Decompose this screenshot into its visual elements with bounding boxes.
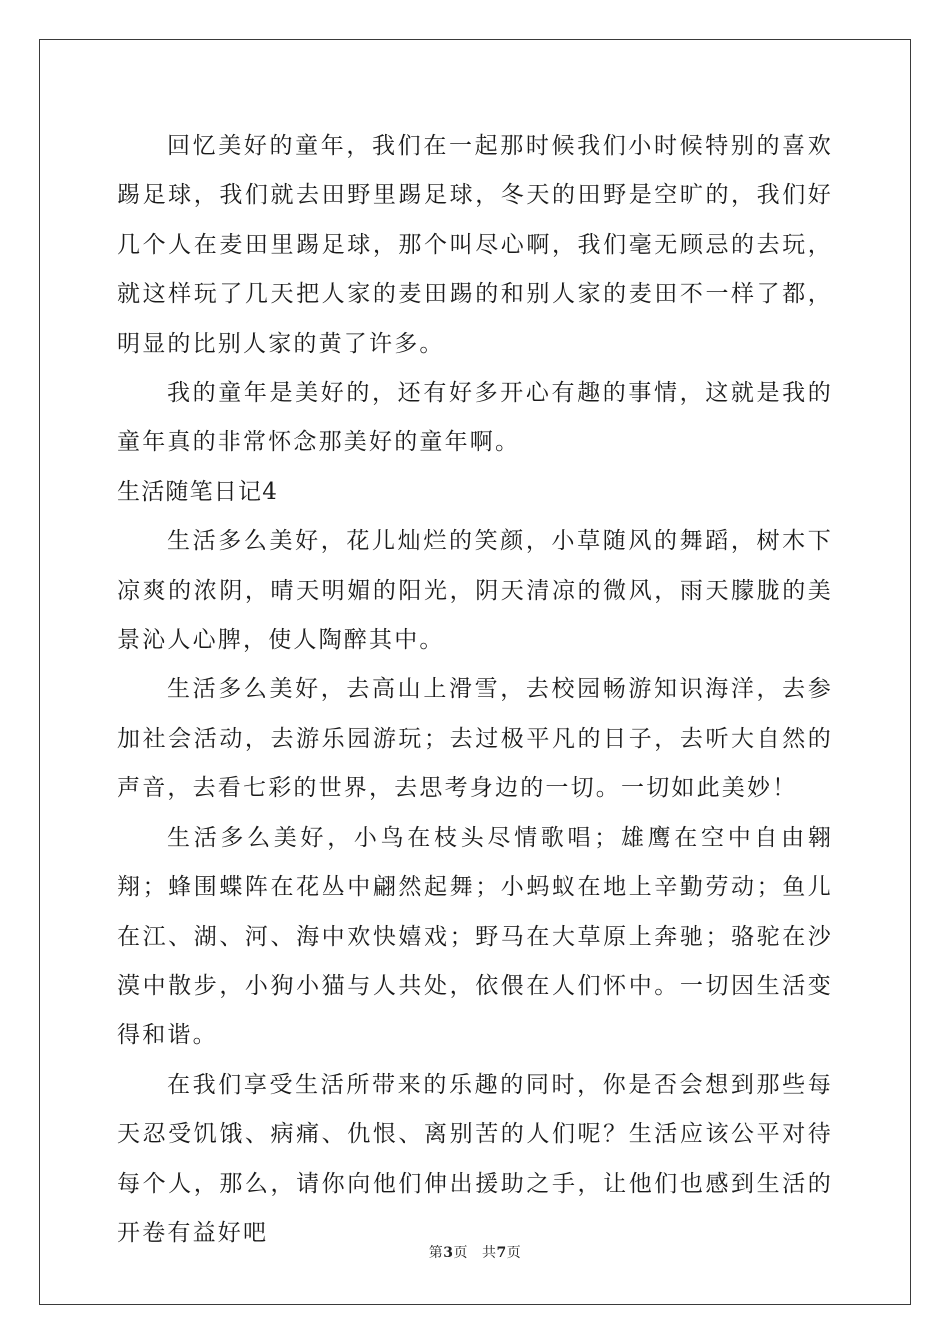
page-suffix: 页	[453, 1245, 468, 1261]
total-suffix: 页	[506, 1245, 522, 1261]
paragraph-activities: 生活多么美好，去高山上滑雪，去校园畅游知识海洋，去参加社会活动，去游乐园游玩；去过极平凡的日子，去听大自然的声音，去看七彩的世界，去思考身边的一切。一切如此美妙！	[117, 676, 833, 802]
paragraph-helping-others: 在我们享受生活所带来的乐趣的同时，你是否会想到那些每天忍受饥饿、病痛、仇恨、离别苦的人们呢？生活应该公平对待每个人，那么，请你向他们伸出援助之手，让他们也感到生活的开卷有益好吧	[117, 1071, 833, 1246]
document-body	[117, 122, 833, 1258]
paragraph-nature: 生活多么美好，花儿灿烂的笑颜，小草随风的舞蹈，树木下凉爽的浓阴，晴天明媚的阳光，阴天清凉的微风，雨天朦胧的美景沁人心脾，使人陶醉其中。	[117, 528, 833, 654]
page-footer	[0, 1244, 950, 1262]
section-heading: 生活随笔日记4	[117, 478, 279, 505]
paragraph-childhood-memory: 我的童年是美好的，还有好多开心有趣的事情，这就是我的童年真的非常怀念那美好的童年啊。	[117, 380, 833, 456]
paragraph-animals: 生活多么美好，小鸟在枝头尽情歌唱；雄鹰在空中自由翱翔；蜂围蝶阵在花丛中翩然起舞；小蚂蚁在地上辛勤劳动；鱼儿在江、湖、河、海中欢快嬉戏；野马在大草原上奔驰；骆驼在沙漠中散步，小狗小猫与人共处，依偎在人们怀中。一切因生活变得和谐。	[117, 824, 833, 1049]
page-number: 3	[443, 1245, 454, 1261]
page-prefix: 第	[428, 1245, 444, 1261]
total-pages: 7	[496, 1245, 507, 1261]
paragraph-childhood-football: 回忆美好的童年，我们在一起那时候我们小时候特别的喜欢踢足球，我们就去田野里踢足球，冬天的田野是空旷的，我们好几个人在麦田里踢足球，那个叫尽心啊，我们毫无顾忌的去玩，就这样玩了几天把人家的麦田踢的和别人家的麦田不一样了都，明显的比别人家的黄了许多。	[117, 133, 833, 357]
total-prefix: 共	[482, 1245, 497, 1261]
